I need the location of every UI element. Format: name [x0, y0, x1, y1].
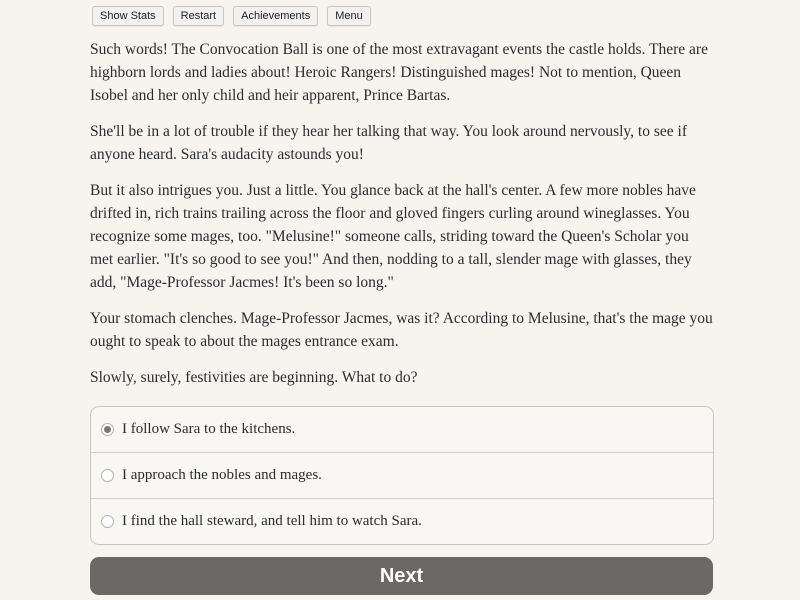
choice-option-1[interactable]: [91, 407, 713, 452]
choice-label: I approach the nobles and mages.: [122, 467, 322, 483]
story-text: [90, 38, 715, 402]
story-paragraph: But it also intrigues you. Just a little. You glance back at the hall's center. A few more nobles have drifted in, rich trains trailing across the floor and gloved fingers curling around wineglasses. You recognize some mages, too. "Melusine!" someone calls, striding toward the Queen's Scholar you met earlier. "It's so good to see you!" And then, nodding to a tall, slender mage with glasses, they add, "Mage-Professor Jacmes! It's been so long.": [90, 182, 696, 291]
story-paragraph: Your stomach clenches. Mage-Professor Jacmes, was it? According to Melusine, that's the mage you ought to speak to about the mages entrance exam.: [90, 310, 713, 350]
choice-option-3[interactable]: [91, 498, 713, 544]
top-toolbar: [92, 6, 371, 26]
choice-list: [90, 406, 714, 545]
achievements-button[interactable]: Achievements: [233, 6, 318, 26]
choice-label: I find the hall steward, and tell him to watch Sara.: [122, 513, 422, 529]
choice-label: I follow Sara to the kitchens.: [122, 421, 296, 437]
story-paragraph: Such words! The Convocation Ball is one of the most extravagant events the castle holds. There are highborn lords and ladies about! Heroic Rangers! Distinguished mages! Not to mention, Queen Isobel and her only child and heir apparent, Prince Bartas.: [90, 41, 708, 104]
story-paragraph: She'll be in a lot of trouble if they hear her talking that way. You look around nervously, to see if anyone heard. Sara's audacity astounds you!: [90, 123, 687, 163]
next-button[interactable]: Next: [90, 557, 713, 595]
show-stats-button[interactable]: Show Stats: [92, 6, 164, 26]
story-paragraph: Slowly, surely, festivities are beginning. What to do?: [90, 369, 418, 386]
radio-button[interactable]: [101, 515, 114, 528]
radio-button[interactable]: [101, 469, 114, 482]
radio-button[interactable]: [101, 423, 114, 436]
restart-button[interactable]: Restart: [173, 6, 224, 26]
menu-button[interactable]: Menu: [327, 6, 371, 26]
choice-option-2[interactable]: [91, 452, 713, 498]
